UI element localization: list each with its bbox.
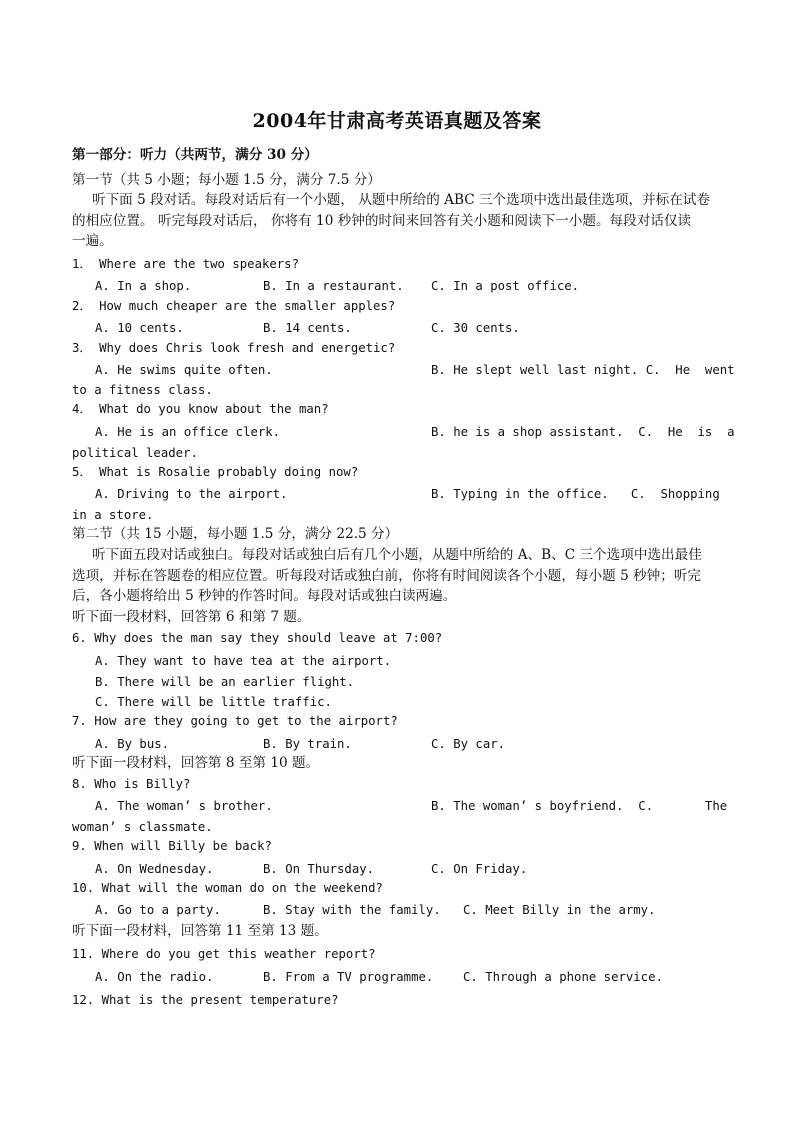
question-7: 7. How are they going to get to the airport? [72, 714, 398, 728]
q11-option-a: A. On the radio. [95, 970, 214, 984]
q11-option-b: B. From a TV programme. [263, 970, 434, 984]
q8-option-bc: B. The woman’ s boyfriend. C. The [431, 799, 728, 813]
question-3: 3． Why does Chris look fresh and energetic? [72, 341, 396, 355]
q8-option-a: A. The woman’ s brother. [95, 799, 273, 813]
page-title: 2004年甘肃高考英语真题及答案 [252, 110, 542, 132]
q1-option-c: C. In a post office. [431, 279, 580, 293]
question-4: 4． What do you know about the man? [72, 402, 329, 416]
q2-option-a: A. 10 cents. [95, 321, 184, 335]
group-3-heading: 听下面一段材料，回答第 11 至第 13 题。 [72, 923, 328, 939]
question-10: 10. What will the woman do on the weekend? [72, 881, 383, 895]
q6-option-a: A. They want to have tea at the airport. [95, 654, 392, 668]
section1-instruction-line2: 的相应位置。 听完每段对话后， 你将有 10 秒钟的时间来回答有关小题和阅读下一小题。每段对话仅读 [72, 213, 692, 229]
question-2: 2． How much cheaper are the smaller apples? [72, 299, 396, 313]
q1-option-b: B. In a restaurant. [263, 279, 404, 293]
q5-option-a: A. Driving to the airport. [95, 487, 288, 501]
q4-option-continuation: political leader. [72, 446, 198, 460]
q9-option-b: B. On Thursday. [263, 862, 375, 876]
section1-instruction-line1: 听下面 5 段对话。每段对话后有一个小题， 从题中所给的 ABC 三个选项中选出最佳选项，并标在试卷 [92, 192, 711, 208]
q7-option-a: A. By bus. [95, 737, 170, 751]
question-11: 11. Where do you get this weather report? [72, 947, 376, 961]
question-9: 9. When will Billy be back? [72, 839, 272, 853]
part1-heading: 第一部分：听力（共两节，满分 30 分） [72, 147, 318, 163]
q4-option-a: A. He is an office clerk. [95, 425, 281, 439]
section2-instruction-line2: 选项，并标在答题卷的相应位置。听每段对话或独白前，你将有时间阅读各个小题，每小题 5 秒钟；听完 [72, 568, 702, 584]
q3-option-continuation: to a fitness class. [72, 383, 213, 397]
question-1: 1． Where are the two speakers? [72, 257, 299, 271]
q6-option-c: C. There will be little traffic. [95, 695, 332, 709]
q10-option-c: C. Meet Billy in the army. [463, 903, 656, 917]
section2-instruction-line3: 后，各小题将给出 5 秒钟的作答时间。每段对话或独白读两遍。 [72, 588, 457, 604]
q8-option-continuation: woman’ s classmate. [72, 820, 213, 834]
q3-option-bc: B. He slept well last night. C. He went [431, 363, 735, 377]
q1-option-a: A. In a shop. [95, 279, 192, 293]
section2-instruction-line1: 听下面五段对话或独白。每段对话或独白后有几个小题，从题中所给的 A、B、C 三个选项中选出最佳 [92, 547, 702, 563]
question-8: 8. Who is Billy? [72, 777, 191, 791]
question-12: 12. What is the present temperature? [72, 993, 339, 1007]
q6-option-b: B. There will be an earlier flight. [95, 675, 355, 689]
q10-option-b: B. Stay with the family. [263, 903, 441, 917]
group-2-heading: 听下面一段材料，回答第 8 至第 10 题。 [72, 755, 320, 771]
q3-option-a: A. He swims quite often. [95, 363, 273, 377]
q7-option-b: B. By train. [263, 737, 352, 751]
section2-heading: 第二节（共 15 小题，每小题 1.5 分，满分 22.5 分） [72, 526, 399, 542]
q2-option-b: B. 14 cents. [263, 321, 352, 335]
question-6: 6. Why does the man say they should leave at 7:00? [72, 631, 443, 645]
group-1-heading: 听下面一段材料，回答第 6 和第 7 题。 [72, 609, 311, 625]
q9-option-c: C. On Friday. [431, 862, 528, 876]
q11-option-c: C. Through a phone service. [463, 970, 663, 984]
q7-option-c: C. By car. [431, 737, 506, 751]
question-5: 5． What is Rosalie probably doing now? [72, 465, 359, 479]
q5-option-bc: B. Typing in the office. C. Shopping [431, 487, 720, 501]
section1-instruction-line3: 一遍。 [72, 233, 113, 249]
section1-heading: 第一节（共 5 小题；每小题 1.5 分，满分 7.5 分） [72, 172, 381, 188]
q2-option-c: C. 30 cents. [431, 321, 520, 335]
q10-option-a: A. Go to a party. [95, 903, 221, 917]
q5-option-continuation: in a store. [72, 508, 154, 522]
q9-option-a: A. On Wednesday. [95, 862, 214, 876]
q4-option-bc: B. he is a shop assistant. C. He is a [431, 425, 735, 439]
